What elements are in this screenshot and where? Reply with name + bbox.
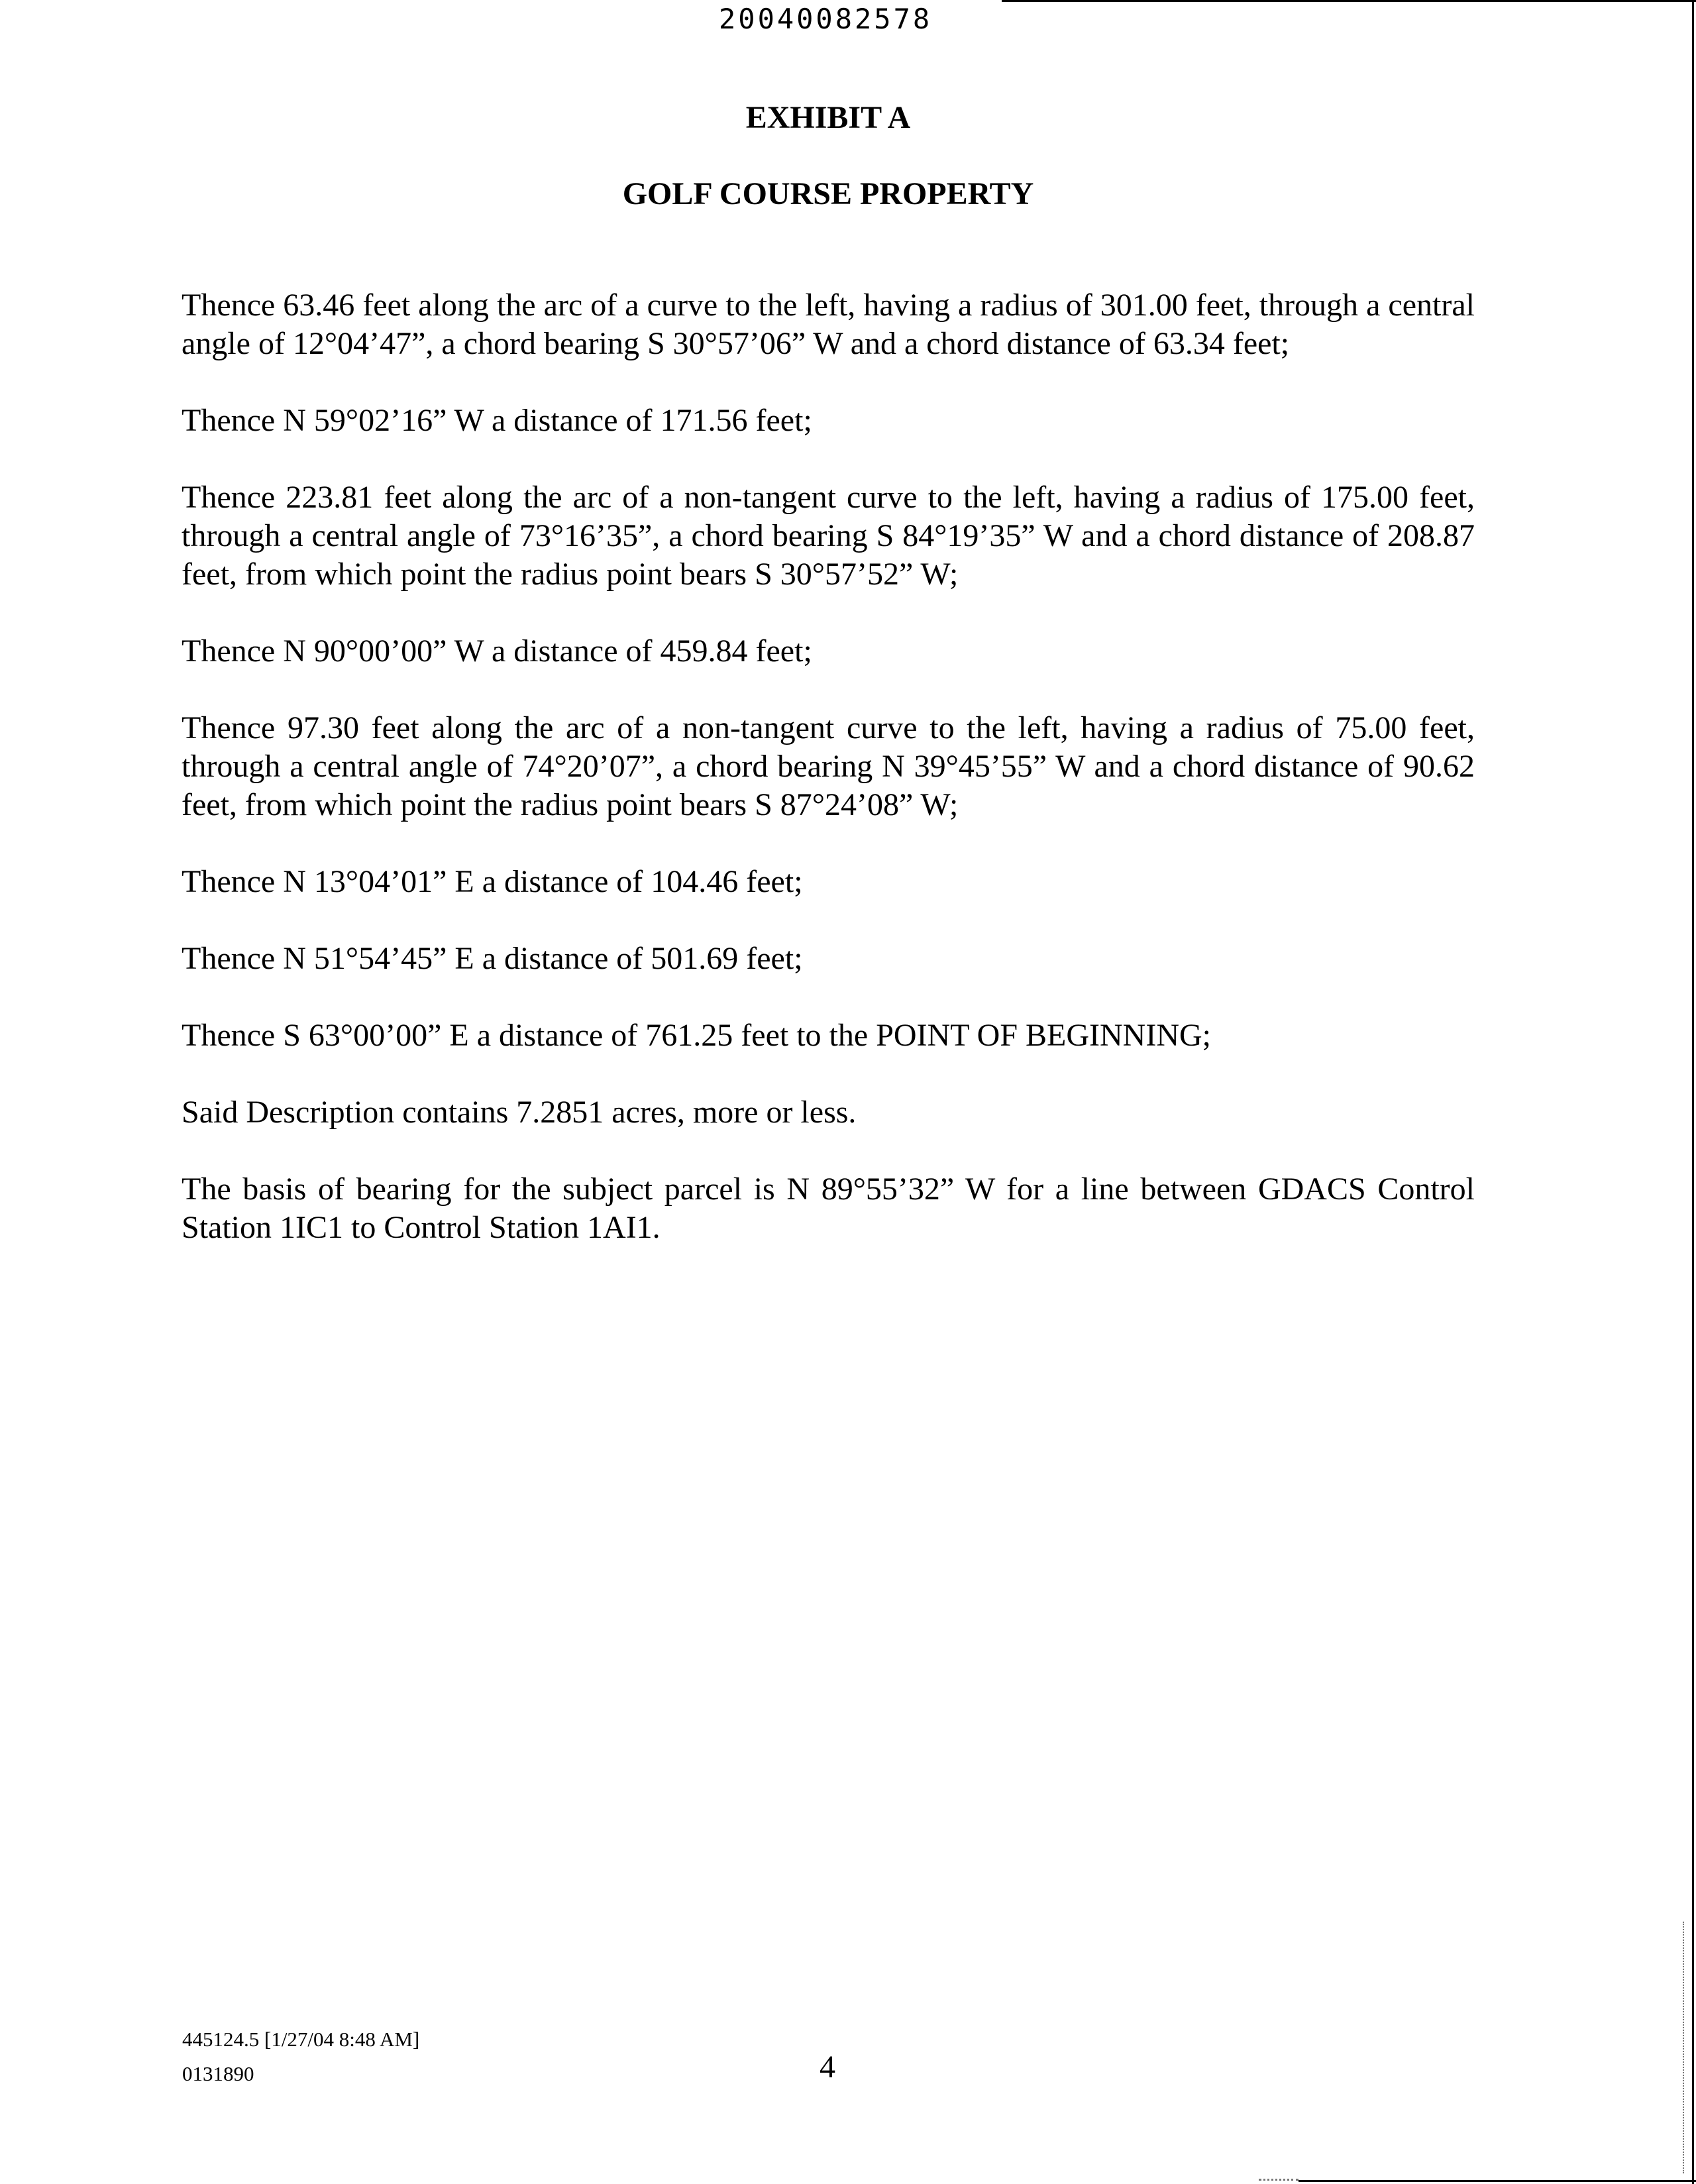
document-number: 20040082578 [719, 3, 933, 35]
paragraph-bearing-1: Thence N 59°02’16” W a distance of 171.56 feet; [182, 403, 812, 438]
bottom-scan-dots [1259, 2179, 1298, 2181]
top-border-line [1002, 0, 1696, 2]
footer-reference-line-1: 445124.5 [1/27/04 8:48 AM] [182, 2028, 420, 2051]
exhibit-title: EXHIBIT A [745, 100, 911, 135]
exhibit-subtitle: GOLF COURSE PROPERTY [622, 176, 1034, 211]
bottom-border-line [1298, 2180, 1696, 2182]
paragraph-acreage: Said Description contains 7.2851 acres, more or less. [182, 1095, 857, 1130]
paragraph-curve-1: Thence 63.46 feet along the arc of a curve to the left, having a radius of 301.00 feet, through a central angle of 12°04’47”, a chord bearing S 30°57’06” W and a chord distance of 63.34 feet; [182, 288, 1475, 361]
paragraph-basis-of-bearing: The basis of bearing for the subject parcel is N 89°55’32” W for a line between GDACS Control Station 1IC1 to Control Station 1AI1. [182, 1172, 1475, 1245]
paragraph-curve-2: Thence 223.81 feet along the arc of a non-tangent curve to the left, having a radius of 175.00 feet, through a central angle of 73°16’35”, a chord bearing S 84°19’35” W and a chord distance of 208.87 feet, from which point the radius point bears S 30°57’52” W; [182, 480, 1475, 592]
paragraph-bearing-4: Thence N 51°54’45” E a distance of 501.69 feet; [182, 941, 803, 976]
paragraph-curve-3: Thence 97.30 feet along the arc of a non-tangent curve to the left, having a radius of 75.00 feet, through a central angle of 74°20’07”, a chord bearing N 39°45’55” W and a chord distance of 90.62 feet, from which point the radius point bears S 87°24’08” W; [182, 710, 1475, 822]
scan-edge-marks [1683, 1922, 1688, 2173]
paragraph-point-of-beginning: Thence S 63°00’00” E a distance of 761.25 feet to the POINT OF BEGINNING; [182, 1018, 1211, 1053]
footer-reference [182, 2022, 419, 2091]
paragraph-bearing-2: Thence N 90°00’00” W a distance of 459.84 feet; [182, 633, 812, 669]
paragraph-bearing-3: Thence N 13°04’01” E a distance of 104.46 feet; [182, 864, 803, 899]
page-number: 4 [820, 2049, 835, 2085]
footer-reference-line-2: 0131890 [182, 2062, 254, 2085]
right-border-line [1692, 0, 1694, 2184]
legal-description [182, 286, 1475, 1285]
